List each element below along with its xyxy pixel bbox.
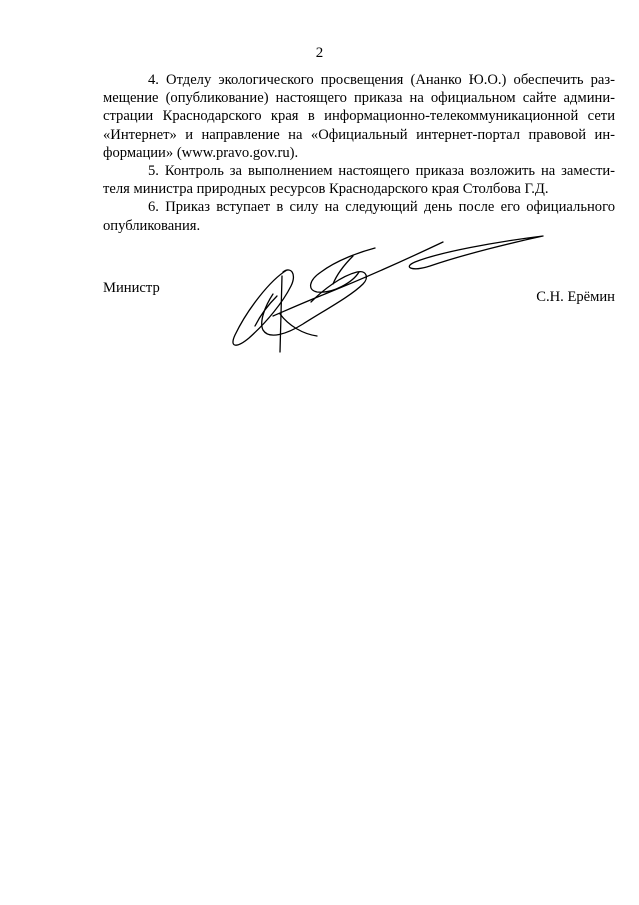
text-line: 4. Отделу экологического просвещения (Ананко Ю.О.) обеспечить раз-: [148, 72, 615, 88]
text-line: формации» (www.pravo.gov.ru).: [103, 144, 299, 161]
text-line: мещение (опубликование) настоящего приказа на официальном сайте админи-: [103, 90, 615, 107]
text-line: 5. Контроль за выполнением настоящего приказа возложить на замести-: [148, 163, 615, 180]
paragraph-5: [103, 162, 615, 198]
text-line: теля министра природных ресурсов Краснодарского края Столбова Г.Д.: [103, 181, 549, 198]
text-line: 6. Приказ вступает в силу на следующий день после его официального: [148, 199, 615, 216]
signer-name: С.Н. Ерёмин: [536, 289, 615, 305]
text-line: «Интернет» и направление на «Официальный интернет-портал правовой ин-: [103, 126, 615, 143]
text-line: опубликования.: [103, 217, 201, 234]
text-line: страции Краснодарского края в информационно-телекоммуникационной сети: [103, 108, 615, 125]
page-number: 2: [315, 45, 324, 61]
signer-title: Министр: [103, 280, 160, 296]
handwritten-signature: [225, 230, 550, 360]
document-body: [103, 71, 615, 235]
paragraph-4: [103, 71, 615, 162]
